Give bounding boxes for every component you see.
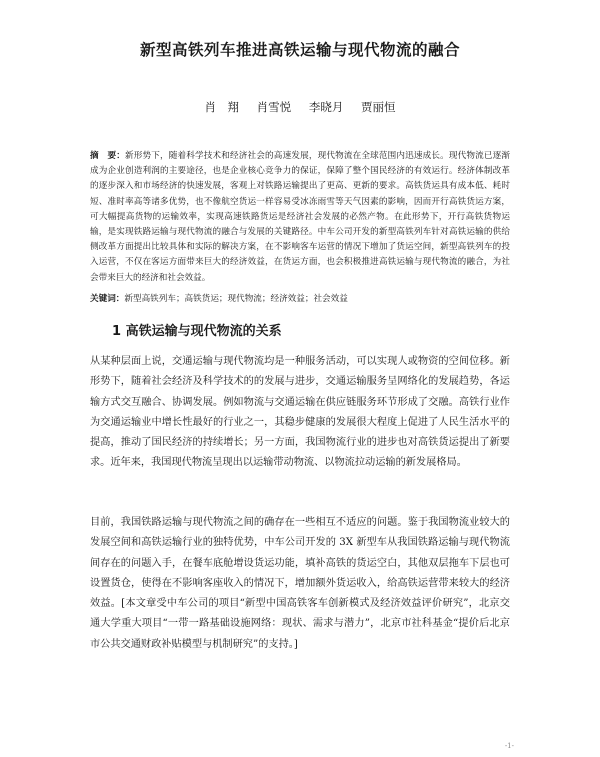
paper-title: 新型高铁列车推进高铁运输与现代物流的融合	[139, 41, 460, 59]
keywords-label: 关键词：	[90, 294, 125, 304]
section-heading: 1 高铁运输与现代物流的关系	[112, 324, 282, 339]
body-paragraph: 目前，我国铁路运输与现代物流之间的确存在一些相互不适应的问题。鉴于我国物流业较大的发展空间和高铁运输行业的独特优势，中车公司开发的 3X 新型车从我国铁路运输与现代物流间存在的问题入手，在餐车底舱增设货运功能，填补高铁的货运空白，其他双层拖车下层也可设置货仓，使得在不影响客座收入的情况下，增加额外货运收入，给高铁运营带来较大的经济效益。[本文章受中车公司的项目“新型中国高铁客车创新模式及经济效益评价研究”，北京交通大学重大项目“一带一路基础设施网络：现状、需求与潜力”，北京市社科基金“提价后北京市公共交通财政补贴模型与机制研究”的支持。]	[90, 517, 510, 650]
keywords-text: 新型高铁列车；高铁货运；现代物流；经济效益；社会效益	[124, 294, 348, 304]
author-name: 贾丽恒	[360, 100, 396, 114]
abstract	[90, 149, 510, 286]
body-paragraph: 从某种层面上说，交通运输与现代物流均是一种服务活动，可以实现人或物资的空间位移。新形势下，随着社会经济及科学技术的的发展与进步，交通运输服务呈网络化的发展趋势，各运输方式交互融合、协调发展。例如物流与交通运输在供应链服务环节形成了交融。高铁行业作为交通运输业中增长性最好的行业之一，其稳步健康的发展很大程度上促进了人民生活水平的提高，推动了国民经济的持续增长；另一方面，我国物流行业的进步也对高铁货运提出了新要求。近年来，我国现代物流呈现出以运输带动物流、以物流拉动运输的新发展格局。	[90, 356, 510, 469]
author-list	[0, 99, 600, 115]
author-name: 肖雪悦	[256, 100, 292, 114]
abstract-text: 新形势下，随着科学技术和经济社会的高速发展，现代物流在全球范围内迅速成长。现代物流已逐渐成为企业创造利润的主要途径，也是企业核心竞争力的保证，保障了整个国民经济的有效运行。经济体制改革的逐步深入和市场经济的快速发展，客观上对铁路运输提出了更高、更新的要求。高铁货运具有成本低、耗时短、准时率高等诸多优势，也不像航空货运一样容易受冰冻雨雪等天气因素的影响，因而开行高铁货运方案，可大幅提高货物的运输效率，实现高速铁路货运是经济社会发展的必然产物。在此形势下，开行高铁货物运输，是实现铁路运输与现代物流的融合与发展的关键路径。中车公司开发的新型高铁列车针对高铁运输的供给侧改革方面提出比较具体和实际的解决方案，在不影响客车运营的情况下增加了货运空间，新型高铁列车的投入运营，不仅在客运方面带来巨大的经济效益，在货运方面，也会积极推进高铁运输与现代物流的融合，为社会带来巨大的经济和社会效益。	[90, 151, 510, 283]
author-name: 肖 翔	[204, 100, 240, 114]
author-name: 李晓月	[308, 100, 344, 114]
keywords	[90, 292, 510, 304]
abstract-label: 摘 要：	[90, 151, 126, 161]
page-number: -1-	[504, 742, 514, 750]
